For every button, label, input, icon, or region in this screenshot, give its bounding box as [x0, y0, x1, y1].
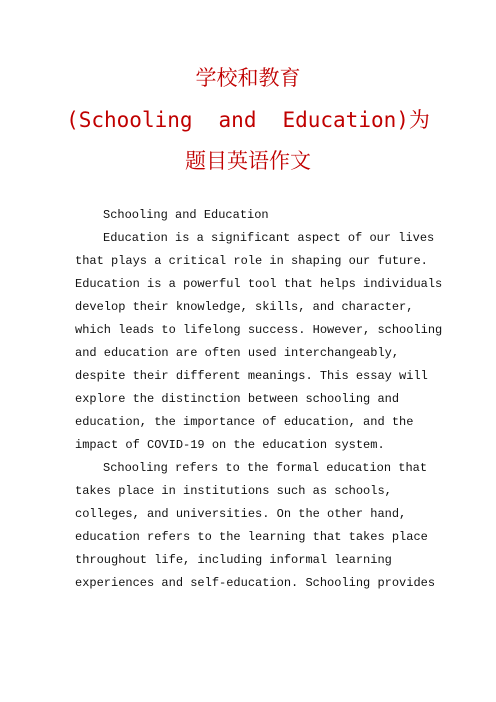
paragraph-1-line: develop their knowledge, skills, and character, [75, 300, 414, 314]
document-title-line-2 [60, 102, 436, 138]
essay-heading: Schooling and Education [103, 208, 269, 222]
title-word-schooling: (Schooling [66, 108, 193, 132]
paragraph-1-line: and education are often used interchangeably, [75, 346, 400, 360]
paragraph-1-line: impact of COVID-19 on the education system. [75, 438, 385, 452]
paragraph-2-line: throughout life, including informal learning [75, 553, 392, 567]
paragraph-1-line: that plays a critical role in shaping our future. [75, 254, 428, 268]
paragraph-2-line: Schooling refers to the formal education that [103, 461, 428, 475]
paragraph-1-line: education, the importance of education, and the [75, 415, 414, 429]
document-title-line-3: 题目英语作文 [185, 149, 311, 173]
title-word-and: and [218, 108, 257, 132]
document-title-line-1: 学校和教育 [195, 66, 301, 90]
paragraph-1-line: despite their different meanings. This essay will [75, 369, 428, 383]
paragraph-2-line: experiences and self-education. Schooling provides [75, 576, 436, 590]
paragraph-1-line: which leads to lifelong success. However, schooling [75, 323, 443, 337]
paragraph-1-line: Education is a powerful tool that helps individuals [75, 277, 443, 291]
title-word-education: Education)为 [282, 108, 430, 132]
paragraph-1-line: Education is a significant aspect of our lives [103, 231, 435, 245]
paragraph-2-line: colleges, and universities. On the other hand, [75, 507, 407, 521]
paragraph-2-line: education refers to the learning that takes place [75, 530, 428, 544]
paragraph-2-line: takes place in institutions such as schools, [75, 484, 392, 498]
paragraph-1-line: explore the distinction between schooling and [75, 392, 400, 406]
